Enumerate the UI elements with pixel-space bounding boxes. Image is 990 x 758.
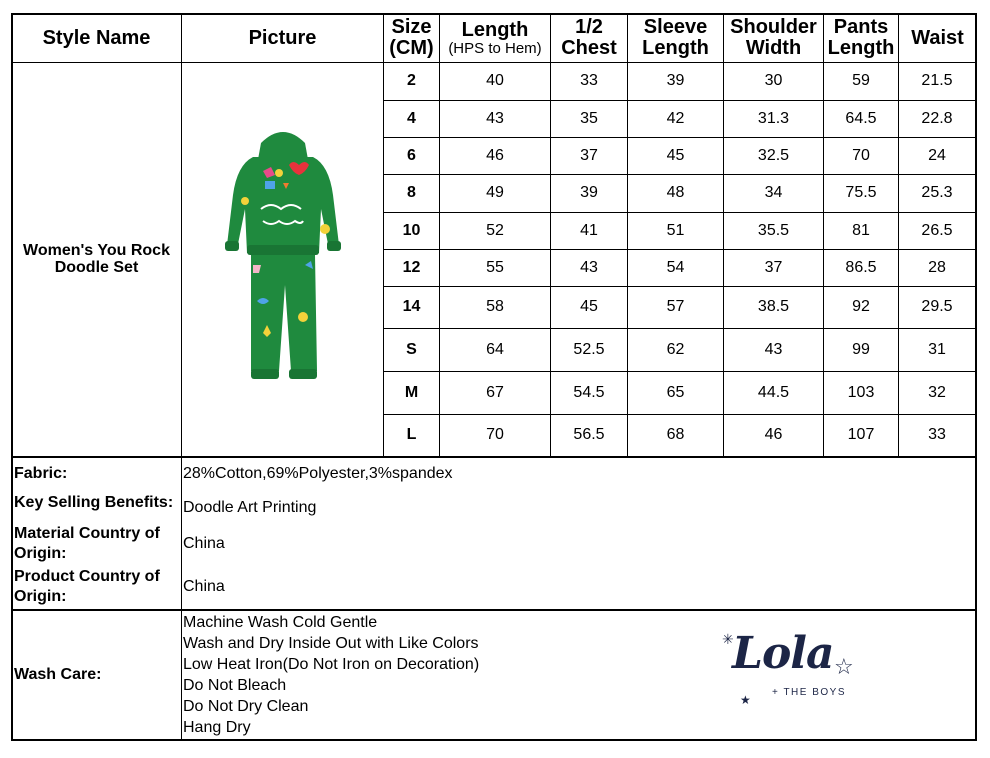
svg-text:☆: ☆	[834, 655, 854, 680]
size-cell-half-chest: 54.5	[573, 383, 605, 401]
size-cell-sleeve: 39	[666, 72, 685, 90]
header-size	[384, 14, 439, 62]
size-cell-waist: 31	[928, 340, 946, 358]
size-cell-waist: 33	[928, 426, 946, 444]
size-cell-sleeve: 45	[666, 146, 685, 164]
size-cell-waist: 21.5	[921, 72, 953, 90]
size-cell-size: 8	[407, 184, 416, 202]
header-length-label: Length	[461, 18, 529, 41]
fabric-value: 28%Cotton,69%Polyester,3%spandex	[183, 464, 453, 482]
size-cell-pants: 86.5	[845, 258, 877, 276]
size-cell-size: 2	[407, 72, 416, 90]
size-cell-pants: 70	[852, 146, 870, 164]
header-shoulder-line1: Shoulder	[730, 16, 817, 38]
size-cell-half-chest: 35	[580, 109, 598, 127]
size-cell-shoulder: 35.5	[757, 221, 790, 239]
size-cell-shoulder: 38.5	[757, 298, 790, 316]
header-pants-line1: Pants	[833, 16, 889, 38]
header-shoulder-width	[724, 14, 823, 62]
size-cell-pants: 81	[852, 221, 870, 239]
size-cell-size: 10	[402, 221, 421, 239]
header-sleeve-line2: Length	[642, 37, 709, 59]
size-cell-pants: 75.5	[845, 184, 877, 202]
wash-care-item: Hang Dry	[183, 719, 251, 736]
size-cell-length: 64	[486, 340, 504, 358]
size-cell-size: 12	[402, 258, 421, 276]
size-cell-pants: 99	[852, 340, 870, 358]
size-cell-length: 52	[486, 221, 504, 239]
size-cell-length: 55	[486, 258, 504, 276]
size-cell-waist: 28	[928, 258, 946, 276]
size-cell-shoulder: 46	[764, 426, 783, 444]
size-cell-shoulder: 31.3	[757, 109, 790, 127]
header-sleeve-length	[628, 14, 723, 62]
size-cell-half-chest: 33	[580, 72, 598, 90]
size-cell-sleeve: 62	[666, 340, 685, 358]
size-cell-pants: 59	[852, 72, 870, 90]
svg-text:✳: ✳	[722, 632, 734, 648]
size-cell-pants: 64.5	[845, 109, 877, 127]
wash-care-item: Machine Wash Cold Gentle	[183, 614, 378, 631]
style-name-line2: Doodle Set	[54, 258, 139, 276]
product-picture	[182, 63, 383, 456]
header-waist: Waist	[911, 26, 964, 49]
brand-logo-text: Lola	[732, 628, 834, 679]
size-cell-length: 46	[486, 146, 504, 164]
header-size-line1: Size	[391, 16, 432, 38]
header-length	[440, 14, 550, 62]
header-length-sub: (HPS to Hem)	[448, 39, 542, 57]
size-cell-sleeve: 68	[666, 426, 685, 444]
size-cell-sleeve: 42	[666, 109, 685, 127]
size-cell-waist: 22.8	[921, 109, 953, 127]
size-cell-shoulder: 37	[764, 258, 783, 276]
size-cell-half-chest: 45	[580, 298, 598, 316]
size-cell-shoulder: 30	[764, 72, 783, 90]
size-cell-pants: 107	[847, 426, 875, 444]
header-pants-length	[824, 14, 898, 62]
fabric-label: Fabric:	[14, 464, 68, 482]
wash-care-label: Wash Care:	[14, 665, 102, 683]
size-cell-length: 67	[486, 383, 504, 401]
size-cell-half-chest: 39	[580, 184, 598, 202]
material-origin-label: Material Country of Origin:	[14, 525, 160, 562]
wash-care-item: Do Not Dry Clean	[183, 698, 309, 715]
key-selling-value: Doodle Art Printing	[183, 498, 317, 516]
size-cell-shoulder: 43	[764, 340, 783, 358]
header-half-chest	[551, 14, 627, 62]
size-cell-length: 49	[486, 184, 504, 202]
size-cell-sleeve: 57	[666, 298, 685, 316]
size-cell-waist: 29.5	[921, 298, 953, 316]
tracksuit-image	[213, 125, 353, 395]
style-name-cell	[12, 63, 181, 456]
key-selling-label: Key Selling Benefits:	[14, 494, 174, 511]
size-cell-waist: 32	[928, 383, 946, 401]
wash-care-list	[183, 612, 479, 738]
size-cell-sleeve: 51	[666, 221, 685, 239]
header-picture: Picture	[248, 26, 317, 49]
size-cell-sleeve: 65	[666, 383, 685, 401]
header-half-chest-line2: Chest	[561, 37, 617, 59]
size-cell-sleeve: 54	[666, 258, 685, 276]
size-cell-length: 58	[486, 298, 504, 316]
style-name-line1: Women's You Rock	[23, 241, 170, 259]
size-cell-size: 4	[407, 109, 416, 127]
size-cell-half-chest: 43	[580, 258, 598, 276]
size-cell-size: S	[406, 340, 417, 358]
material-origin-value: China	[183, 534, 225, 552]
size-cell-length: 70	[486, 426, 504, 444]
product-origin-value: China	[183, 577, 225, 595]
svg-text:★: ★	[740, 693, 751, 707]
brand-logo	[716, 628, 866, 710]
size-cell-sleeve: 48	[666, 184, 685, 202]
header-style-name: Style Name	[42, 26, 151, 49]
size-cell-waist: 26.5	[921, 221, 953, 239]
size-cell-waist: 24	[928, 146, 946, 164]
size-cell-length: 43	[486, 109, 504, 127]
wash-care-item: Wash and Dry Inside Out with Like Colors	[183, 635, 479, 652]
size-cell-length: 40	[486, 72, 504, 90]
size-cell-pants: 92	[852, 298, 870, 316]
size-cell-waist: 25.3	[921, 184, 953, 202]
wash-care-item: Do Not Bleach	[183, 677, 287, 694]
size-cell-half-chest: 41	[580, 221, 598, 239]
size-cell-size: 6	[407, 146, 416, 164]
size-cell-size: M	[404, 383, 419, 401]
header-half-chest-line1: 1/2	[575, 16, 603, 38]
size-cell-half-chest: 56.5	[573, 426, 605, 444]
size-cell-size: L	[406, 426, 417, 444]
header-size-line2: (CM)	[389, 37, 434, 59]
size-cell-shoulder: 34	[764, 184, 783, 202]
size-cell-shoulder: 32.5	[757, 146, 790, 164]
header-shoulder-line2: Width	[745, 37, 802, 59]
product-origin-label: Product Country of Origin:	[14, 568, 160, 605]
header-pants-line2: Length	[827, 37, 895, 59]
size-cell-half-chest: 37	[580, 146, 598, 164]
size-cell-pants: 103	[847, 383, 875, 401]
size-cell-size: 14	[402, 298, 421, 316]
brand-logo-subtext: + THE BOYS	[772, 687, 847, 698]
size-cell-shoulder: 44.5	[757, 383, 790, 401]
header-sleeve-line1: Sleeve	[643, 16, 708, 38]
size-cell-half-chest: 52.5	[573, 340, 605, 358]
wash-care-item: Low Heat Iron(Do Not Iron on Decoration)	[183, 656, 480, 673]
